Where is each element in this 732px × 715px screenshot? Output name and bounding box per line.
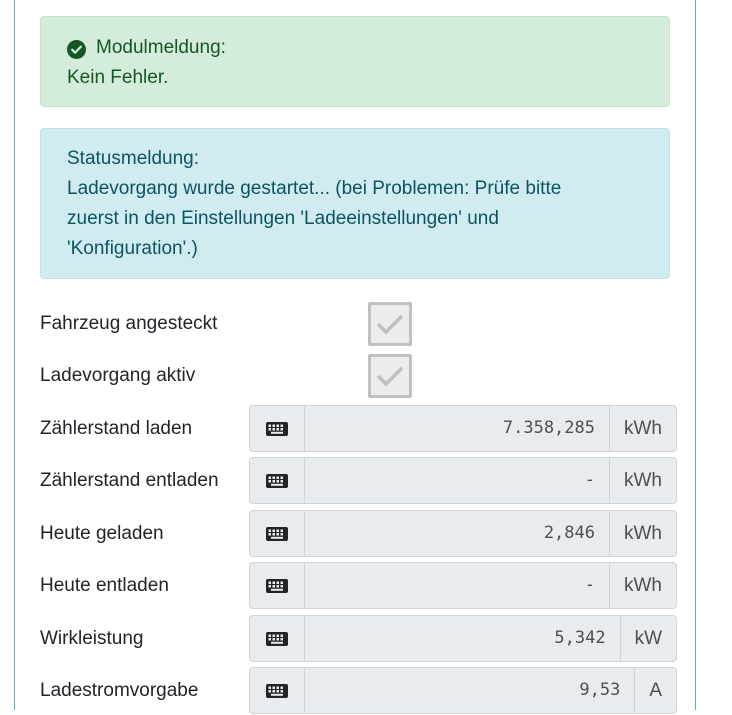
today-discharged-field — [249, 562, 677, 609]
meter-charge-label: Zählerstand laden — [40, 418, 193, 439]
checkmark-icon — [374, 360, 406, 392]
meter-discharge-field — [249, 457, 677, 504]
charge-current-field — [249, 667, 677, 714]
meter-charge-unit: kWh — [609, 405, 677, 452]
active-power-value[interactable]: 5,342 — [305, 615, 620, 662]
row-today-charged — [40, 510, 680, 558]
row-meter-discharge — [40, 457, 680, 505]
today-charged-value[interactable]: 2,846 — [305, 510, 609, 557]
meter-charge-value[interactable]: 7.358,285 — [305, 405, 609, 452]
row-vehicle-plugged — [40, 300, 680, 348]
meter-discharge-value[interactable]: - — [305, 457, 609, 504]
meter-discharge-unit: kWh — [609, 457, 677, 504]
status-alert-line-2: zuerst in den Einstellungen 'Ladeeinstellungen' und — [67, 208, 499, 229]
today-charged-field — [249, 510, 677, 557]
meter-discharge-label: Zählerstand entladen — [40, 470, 219, 491]
today-discharged-value[interactable]: - — [305, 562, 609, 609]
checkmark-icon — [374, 308, 406, 340]
vehicle-plugged-checkbox[interactable] — [368, 302, 412, 346]
check-circle-icon — [67, 39, 86, 58]
charging-active-label: Ladevorgang aktiv — [40, 365, 196, 386]
status-alert — [40, 128, 670, 279]
keyboard-icon[interactable] — [249, 405, 305, 452]
module-alert-title-row — [67, 33, 643, 63]
today-charged-label: Heute geladen — [40, 523, 164, 544]
charge-current-value[interactable]: 9,53 — [305, 667, 634, 714]
active-power-unit: kW — [620, 615, 677, 662]
module-alert — [40, 16, 670, 107]
charge-current-unit: A — [634, 667, 677, 714]
charging-active-checkbox[interactable] — [368, 354, 412, 398]
row-meter-charge — [40, 405, 680, 453]
meter-charge-field — [249, 405, 677, 452]
today-charged-unit: kWh — [609, 510, 677, 557]
module-alert-title: Modulmeldung: — [96, 37, 226, 58]
keyboard-icon[interactable] — [249, 457, 305, 504]
charge-current-label: Ladestromvorgabe — [40, 680, 199, 701]
keyboard-icon[interactable] — [249, 510, 305, 557]
module-alert-text: Kein Fehler. — [67, 67, 169, 88]
keyboard-icon[interactable] — [249, 562, 305, 609]
row-active-power — [40, 615, 680, 663]
vehicle-plugged-label: Fahrzeug angesteckt — [40, 313, 218, 334]
active-power-field — [249, 615, 677, 662]
status-alert-title: Statusmeldung: — [67, 148, 200, 169]
status-alert-line-1: Ladevorgang wurde gestartet... (bei Problemen: Prüfe bitte — [67, 178, 562, 199]
keyboard-icon[interactable] — [249, 667, 305, 714]
today-discharged-label: Heute entladen — [40, 575, 169, 596]
keyboard-icon[interactable] — [249, 615, 305, 662]
row-today-discharged — [40, 562, 680, 610]
row-charge-current — [40, 667, 680, 715]
today-discharged-unit: kWh — [609, 562, 677, 609]
row-charging-active — [40, 352, 680, 400]
active-power-label: Wirkleistung — [40, 628, 144, 649]
status-alert-line-3: 'Konfiguration'.) — [67, 238, 198, 259]
